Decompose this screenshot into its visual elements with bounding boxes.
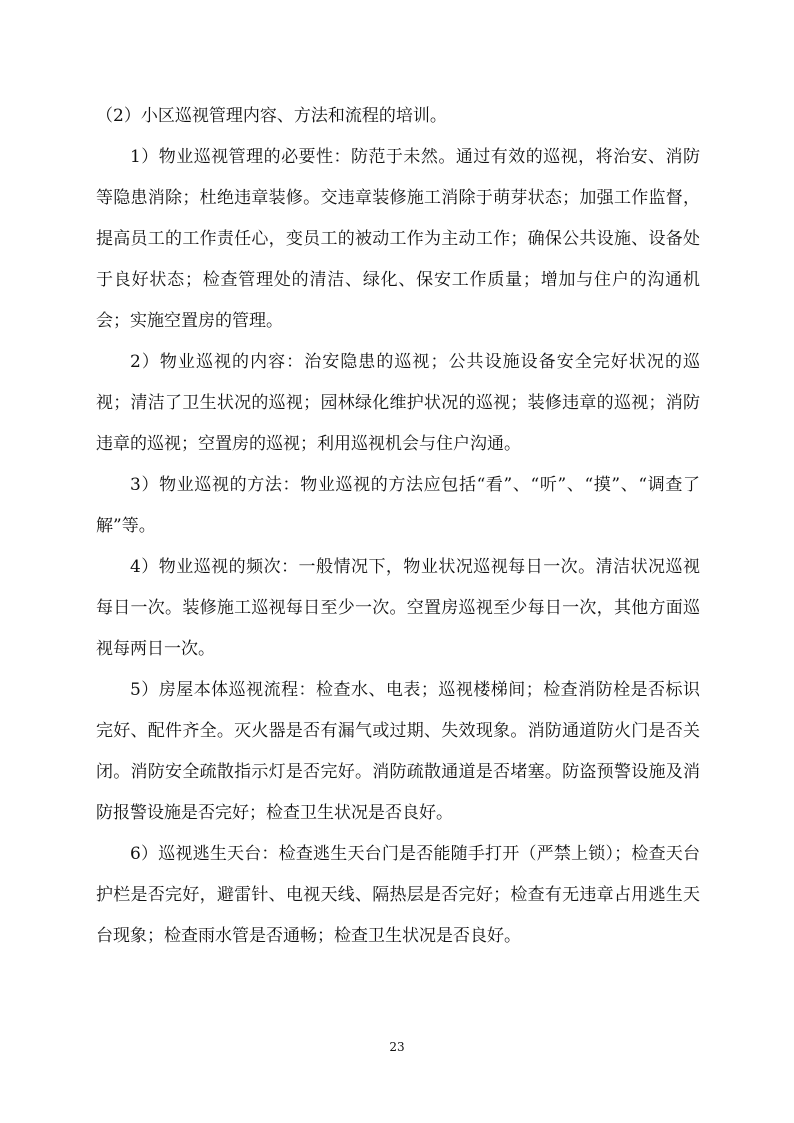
paragraph-content: 2）物业巡视的内容：治安隐患的巡视；公共设施设备安全完好状况的巡视；清洁了卫生状况的巡视；园林绿化维护状况的巡视；装修违章的巡视；消防违章的巡视；空置房的巡视；利用巡视机会与住户沟通。	[96, 352, 700, 454]
paragraph-rooftop-inspection: 6）巡视逃生天台：检查逃生天台门是否能随手打开（严禁上锁）；检查天台护栏是否完好，避雷针、电视天线、隔热层是否完好；检查有无违章占用逃生天台现象；检查雨水管是否通畅；检查卫生状况是否良好。	[96, 844, 700, 946]
paragraph-frequency: 4）物业巡视的频次：一般情况下，物业状况巡视每日一次。清洁状况巡视每日一次。装修施工巡视每日至少一次。空置房巡视至少每日一次，其他方面巡视每两日一次。	[96, 557, 700, 659]
document-body	[96, 96, 700, 957]
paragraph-necessity: 1）物业巡视管理的必要性：防范于未然。通过有效的巡视，将治安、消防等隐患消除；杜绝违章装修。交违章装修施工消除于萌芽状态；加强工作监督，提高员工的工作责任心，变员工的被动工作为主动工作；确保公共设施、设备处于良好状态；检查管理处的清洁、绿化、保安工作质量；增加与住户的沟通机会；实施空置房的管理。	[96, 147, 700, 331]
paragraph-method: 3）物业巡视的方法：物业巡视的方法应包括“看”、“听”、“摸”、“调查了解”等。	[96, 475, 700, 536]
page-number: 23	[389, 1040, 405, 1054]
paragraph-building-process: 5）房屋本体巡视流程：检查水、电表；巡视楼梯间；检查消防栓是否标识完好、配件齐全。灭火器是否有漏气或过期、失效现象。消防通道防火门是否关闭。消防安全疏散指示灯是否完好。消防疏散通道是否堵塞。防盗预警设施及消防报警设施是否完好；检查卫生状况是否良好。	[96, 680, 700, 823]
section-heading: （2）小区巡视管理内容、方法和流程的培训。	[96, 106, 447, 126]
